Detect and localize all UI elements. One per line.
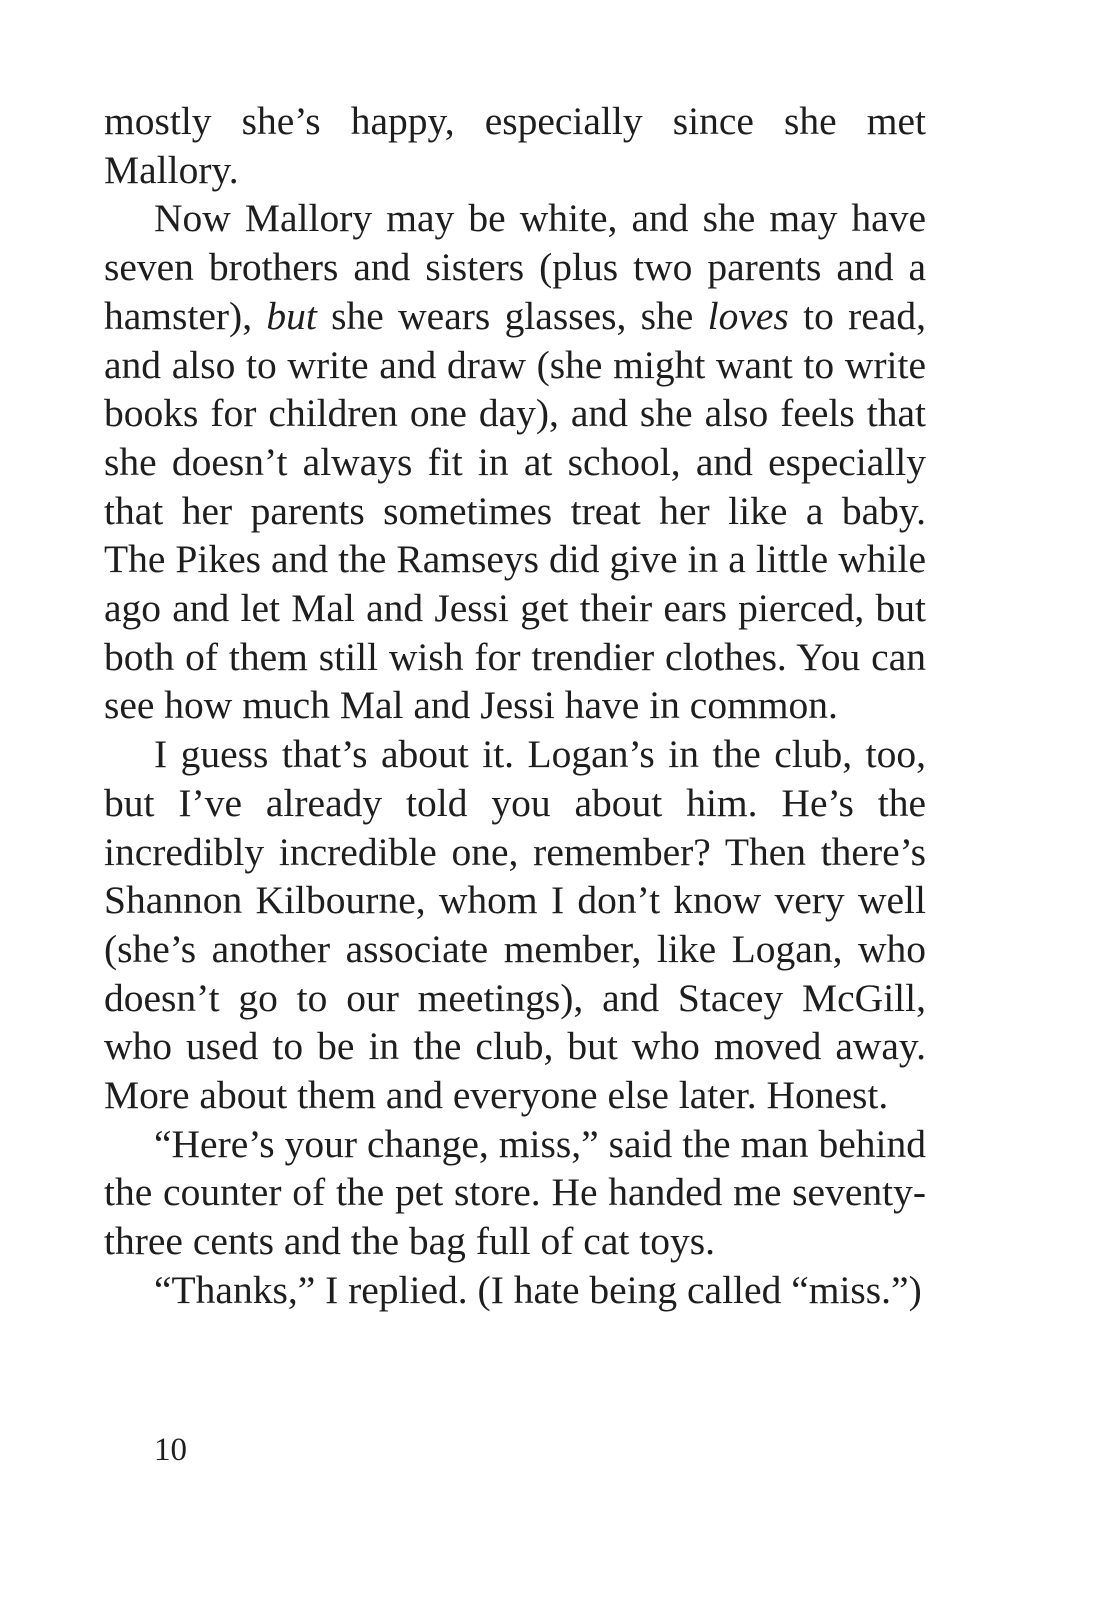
page-body [104, 97, 926, 1315]
text-span: she wears glasses, she [316, 293, 708, 338]
paragraph-club-members: I guess that’s about it. Logan’s in the club, too, but I’ve already told you about him. He’s the incredibly incredible one, remember? Then there’s Shannon Kilbourne, whom I don’t know very well (she’s another associate member, like Logan, who doesn’t go to our meetings), and Stacey McGill, who used to be in the club, but who moved away. More about them and everyone else later. Honest. [104, 732, 926, 1118]
text-span: Now Mallory may be white, and she may have seven brothers and sisters (plus two parents and a hamster), [104, 196, 926, 338]
paragraph-pet-store: “Here’s your change, miss,” said the man behind the counter of the pet store. He handed me seventy-three cents and the bag full of cat toys. [104, 1121, 926, 1264]
emphasis-loves: loves [707, 293, 789, 338]
text-span: to read, and also to write and draw (she might want to write books for children one day), and she also feels that she doesn’t always fit in at school, and especially that her parents sometimes treat her like a baby. The Pikes and the Ramseys did give in a little while ago and let Mal and Jessi get their ears pierced, but both of them still wish for trendier clothes. You can see how much Mal and Jessi have in common. [104, 293, 927, 728]
paragraph-continuation: mostly she’s happy, especially since she met Mallory. [104, 99, 926, 192]
page-number: 10 [154, 1432, 187, 1468]
emphasis-but: but [266, 293, 317, 338]
paragraph-mallory [104, 194, 926, 730]
paragraph-reply: “Thanks,” I replied. (I hate being called “miss.”) [154, 1267, 922, 1312]
